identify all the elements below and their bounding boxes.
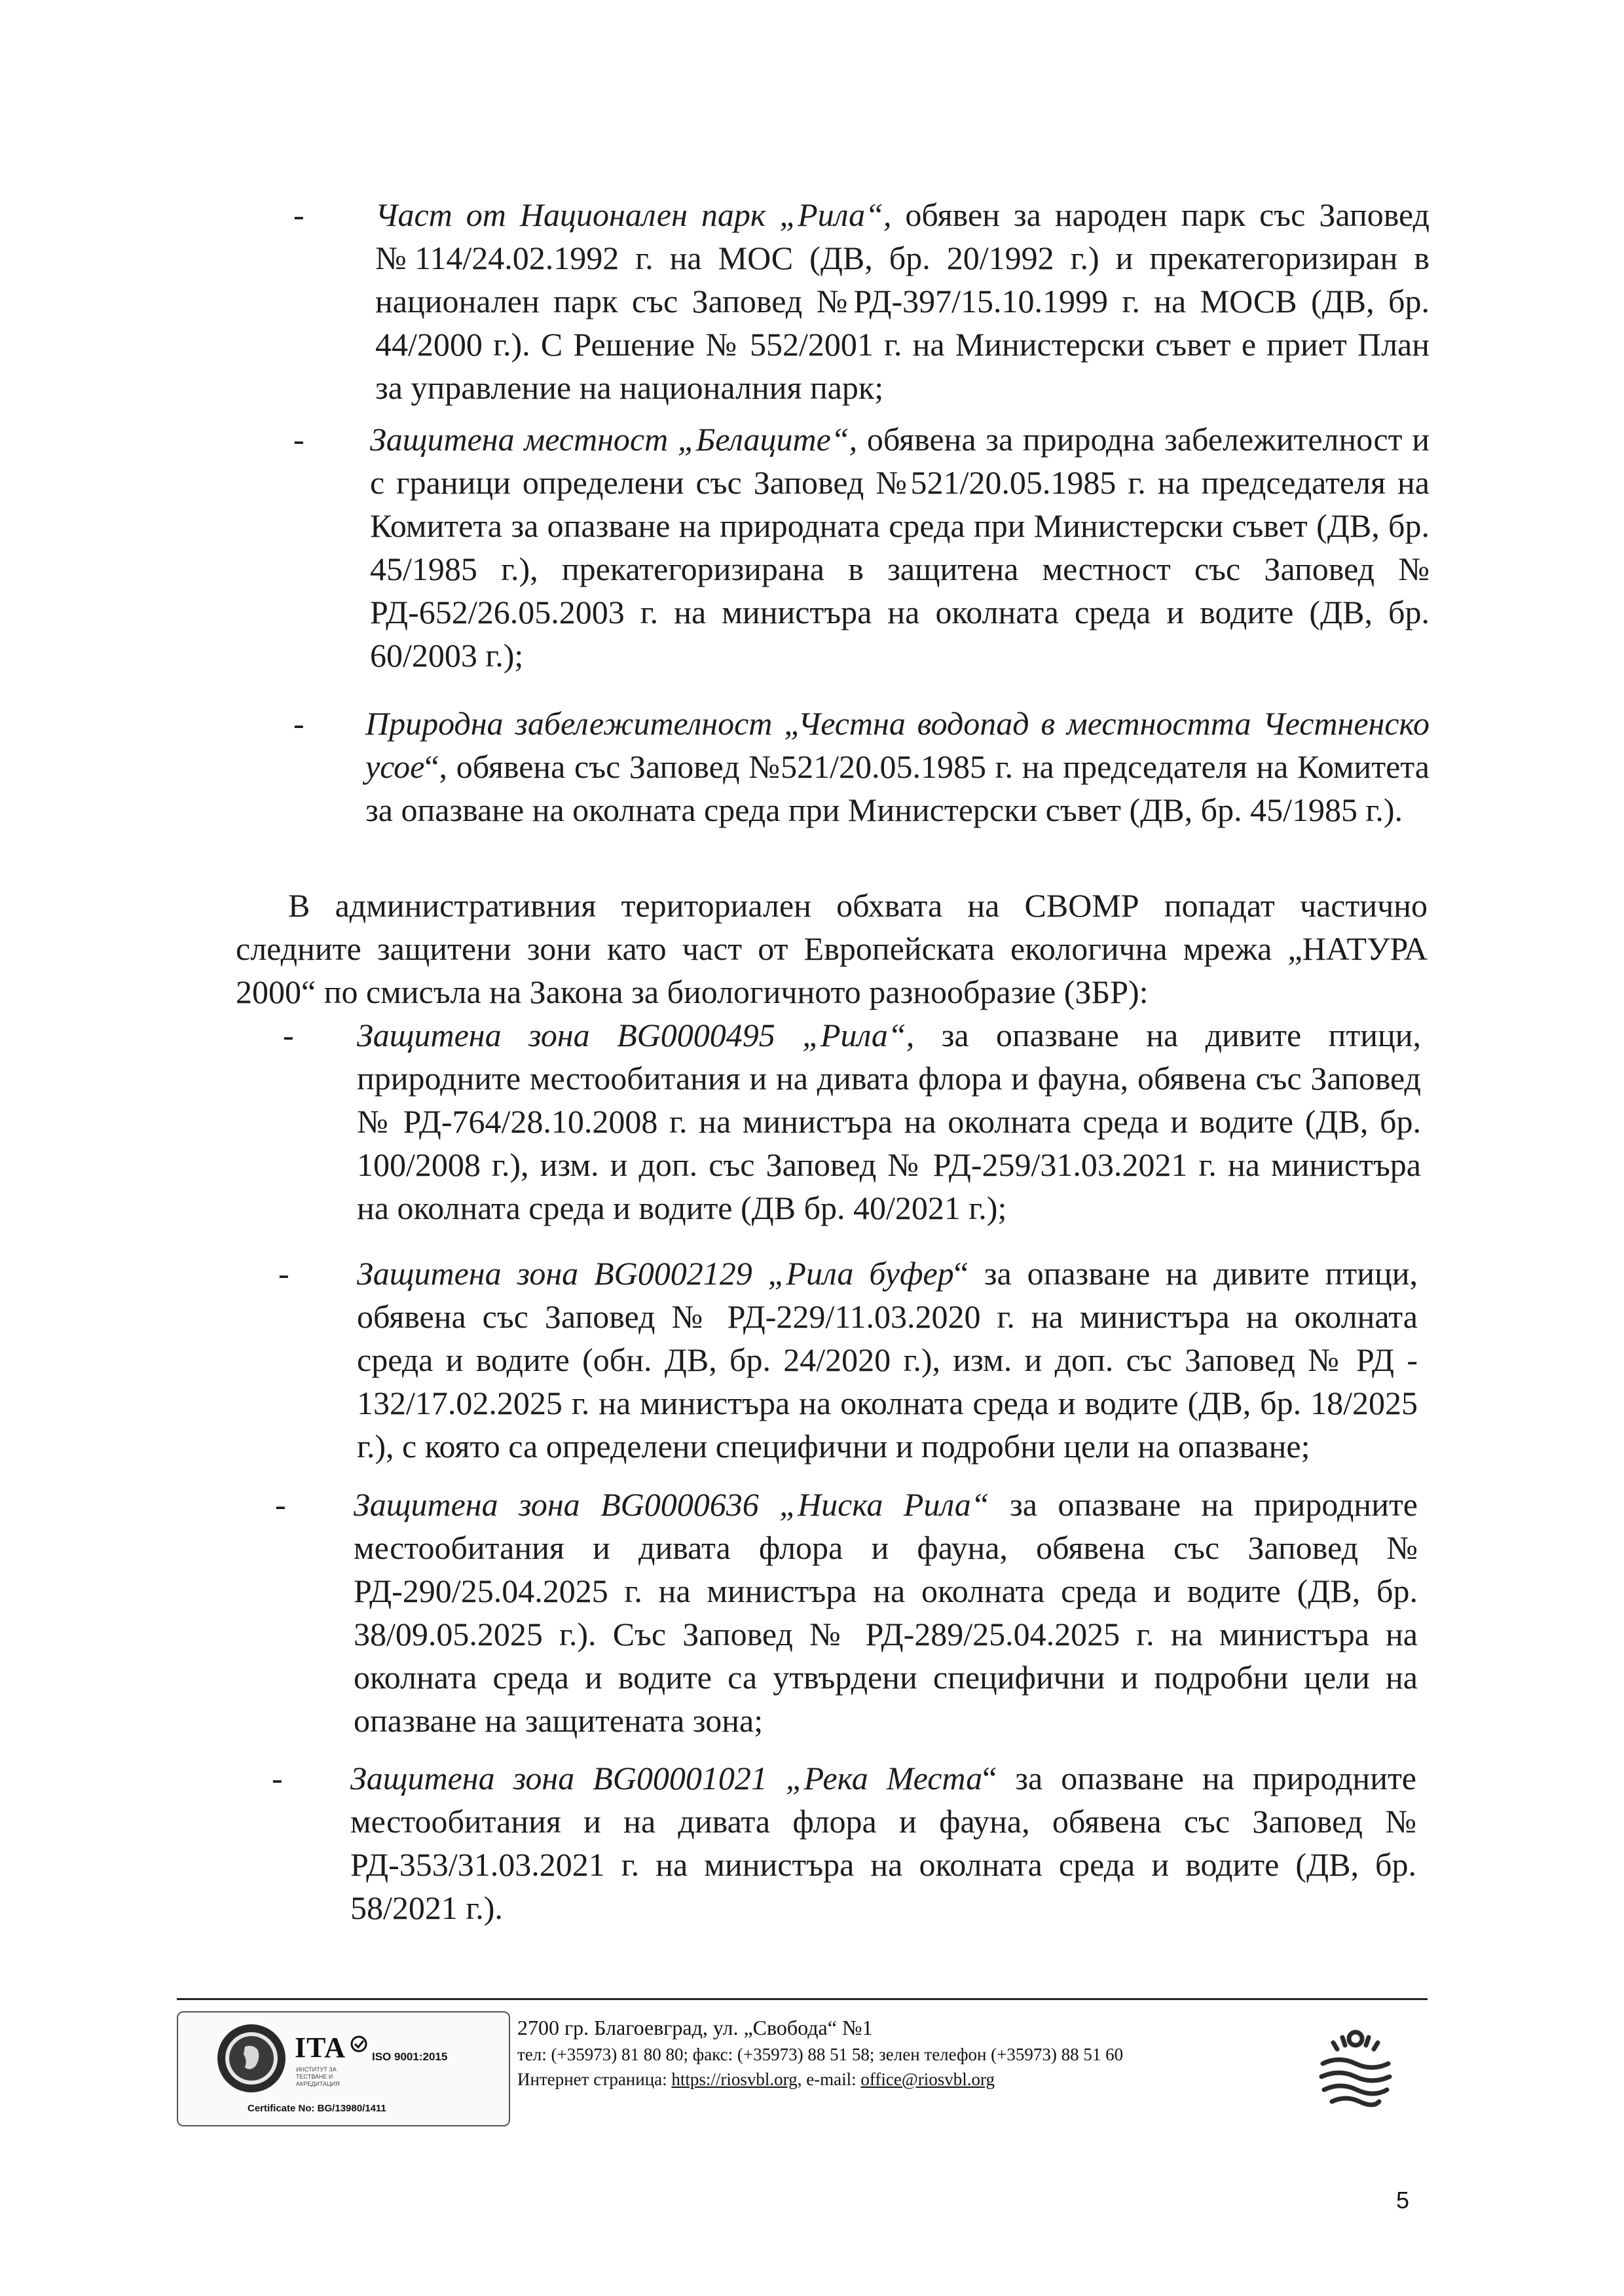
- bullet-dash: -: [275, 1486, 286, 1523]
- bullet-dash: -: [283, 1017, 294, 1053]
- area-description: “, обявена със Заповед №521/20.05.1985 г. на председателя на Комитета за опазване на околната среда при Министерски съвет (ДВ, бр. 45/1985 г.).: [365, 748, 1430, 828]
- iso-standard: ISO 9001:2015: [372, 2050, 448, 2063]
- bullet-dash: -: [293, 705, 304, 742]
- area-description: обявена за природна забележителност и с граници определени със Заповед №521/20.05.1985 г. на председателя на Комитета за опазване на природната среда при Министерски съвет (ДВ, бр. 45/1985 г.), прекатегоризирана в защитена местност със Заповед № РД-652/26.05.2003 г. на министъра на околната среда и водите (ДВ, бр. 60/2003 г.);: [370, 421, 1430, 674]
- website-link[interactable]: https://riosvbl.org: [671, 2069, 798, 2089]
- page-number: 5: [1396, 2187, 1410, 2214]
- web-label: Интернет страница:: [517, 2069, 672, 2089]
- zone-name: Защитена зона BG0002129 „Рила буфер: [357, 1255, 954, 1292]
- zone-name: Защитена зона BG0000495 „Рила“,: [357, 1017, 915, 1053]
- email-link[interactable]: office@riosvbl.org: [860, 2069, 995, 2089]
- list-item: [370, 418, 1430, 677]
- footer-web-line: [517, 2067, 1336, 2092]
- zone-name: Защитена зона BG00001021 „Река Места: [350, 1760, 983, 1796]
- zone-name: Защитена зона BG0000636 „Ниска Рила“: [354, 1486, 989, 1523]
- zone-description: за опазване на природните местообитания и дивата флора и фауна, обявена със Заповед № РД-290/25.04.2025 г. на министъра на околната среда и водите (ДВ, бр. 38/09.05.2025 г.). Със Заповед № РД-289/25.04.2025 г. на министъра на околната среда и водите са утвърдени специфични и подробни цели на опазване на защитената зона;: [354, 1486, 1418, 1739]
- list-item: [354, 1483, 1418, 1742]
- ita-subtitle: ИНСТИТУТ ЗА ТЕСТВАНЕ И АКРЕДИТАЦИЯ: [296, 2066, 340, 2087]
- zone-description: “ за опазване на дивите птици, обявена със Заповед № РД-229/11.03.2020 г. на министъра на околната среда и водите (обн. ДВ, бр. 24/2020 г.), изм. и доп. със Заповед № РД - 132/17.02.2025 г. на министъра на околната среда и водите (ДВ, бр. 18/2025 г.), с която са определени специфични и подробни цели на опазване;: [357, 1255, 1418, 1465]
- certificate-number: Certificate No: BG/13980/1411: [248, 2103, 386, 2114]
- list-item: [375, 193, 1430, 409]
- area-name: Природна забележителност „Честна водопад в местността Честненско усое: [365, 705, 1430, 785]
- area-name: Част от Национален парк „Рила“,: [375, 196, 892, 233]
- footer-divider: [177, 1998, 1428, 2000]
- bullet-dash: -: [293, 196, 304, 233]
- bullet-dash: -: [278, 1255, 289, 1292]
- list-item: [350, 1757, 1416, 1929]
- natura-intro-paragraph: В административния териториален обхвата на СВОМР попадат частично следните защитени зони като част от Европейската екологична мрежа „НАТУРА 2000“ по смисъла на Закона за биологичното разнообразие (ЗБР):: [236, 887, 1428, 1010]
- ita-logo: ITA: [295, 2032, 346, 2064]
- certification-badge: [177, 2011, 510, 2126]
- bullet-dash: -: [272, 1760, 283, 1796]
- footer-contacts: [517, 2013, 1336, 2092]
- footer-address: 2700 гр. Благоевград, ул. „Свобода“ №1: [517, 2016, 873, 2039]
- list-item: [357, 1252, 1418, 1468]
- riosv-logo-icon: [1310, 2023, 1401, 2115]
- bullet-dash: -: [293, 421, 304, 458]
- area-description: обявен за народен парк със Заповед №114/24.02.1992 г. на МОС (ДВ, бр. 20/1992 г.) и прекатегоризиран в национален парк със Заповед №РД-397/15.10.1999 г. на МОСВ (ДВ, бр. 44/2000 г.). С Решение № 552/2001 г. на Министерски съвет е приет План за управление на националния парк;: [375, 196, 1430, 406]
- checkmark-icon: [350, 2035, 368, 2053]
- footer-phones: тел: (+35973) 81 80 80; факс: (+35973) 88 51 58; зелен телефон (+35973) 88 51 60: [517, 2045, 1124, 2064]
- list-item: [357, 1013, 1421, 1230]
- email-label: , e-mail:: [797, 2069, 861, 2089]
- list-item: [365, 702, 1430, 831]
- area-name: Защитена местност „Белаците“,: [370, 421, 858, 458]
- accreditation-seal-icon: [215, 2022, 288, 2095]
- zone-description: за опазване на дивите птици, природните местообитания и на дивата флора и фауна, обявена със Заповед № РД-764/28.10.2008 г. на министъра на околната среда и водите (ДВ, бр. 100/2008 г.), изм. и доп. със Заповед № РД-259/31.03.2021 г. на министъра на околната среда и водите (ДВ бр. 40/2021 г.);: [357, 1017, 1421, 1226]
- zone-description: “ за опазване на природните местообитания и на дивата флора и фауна, обявена със Заповед № РД-353/31.03.2021 г. на министъра на околната среда и водите (ДВ, бр. 58/2021 г.).: [350, 1760, 1416, 1926]
